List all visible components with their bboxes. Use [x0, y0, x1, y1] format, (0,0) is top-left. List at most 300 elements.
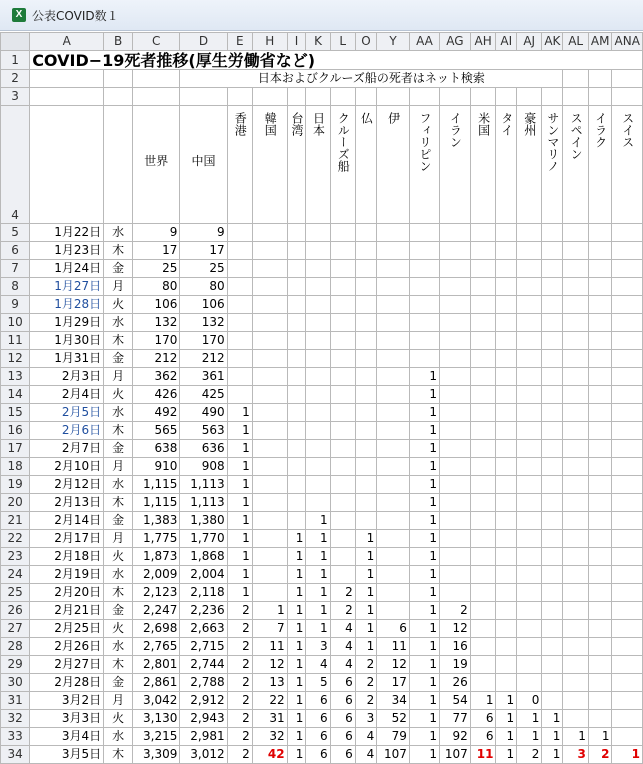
- value-cell[interactable]: 132: [180, 314, 227, 332]
- value-cell[interactable]: [542, 620, 563, 638]
- value-cell[interactable]: [287, 242, 306, 260]
- weekday-cell[interactable]: 月: [104, 530, 133, 548]
- value-cell[interactable]: [227, 386, 252, 404]
- cell[interactable]: [180, 88, 227, 106]
- cell[interactable]: [588, 70, 612, 88]
- date-cell[interactable]: 2月18日: [30, 548, 104, 566]
- value-cell[interactable]: [517, 638, 542, 656]
- date-cell[interactable]: 1月23日: [30, 242, 104, 260]
- value-cell[interactable]: [496, 674, 517, 692]
- value-cell[interactable]: 1: [542, 746, 563, 764]
- value-cell[interactable]: [330, 530, 355, 548]
- weekday-cell[interactable]: 火: [104, 710, 133, 728]
- value-cell[interactable]: [377, 224, 410, 242]
- column-header[interactable]: AG: [440, 33, 471, 51]
- value-cell[interactable]: 1: [306, 620, 330, 638]
- value-cell[interactable]: [563, 368, 588, 386]
- value-cell[interactable]: [588, 458, 612, 476]
- value-cell[interactable]: [409, 260, 439, 278]
- value-cell[interactable]: [470, 458, 496, 476]
- value-cell[interactable]: [330, 548, 355, 566]
- value-cell[interactable]: [227, 368, 252, 386]
- value-cell[interactable]: [588, 242, 612, 260]
- value-cell[interactable]: 2,236: [180, 602, 227, 620]
- value-cell[interactable]: [542, 638, 563, 656]
- date-cell[interactable]: 2月27日: [30, 656, 104, 674]
- value-cell[interactable]: [470, 674, 496, 692]
- value-cell[interactable]: [306, 314, 330, 332]
- value-cell[interactable]: [252, 260, 287, 278]
- value-cell[interactable]: [588, 422, 612, 440]
- value-cell[interactable]: 1: [496, 728, 517, 746]
- cell[interactable]: [440, 88, 471, 106]
- value-cell[interactable]: 1: [496, 692, 517, 710]
- value-cell[interactable]: [287, 296, 306, 314]
- value-cell[interactable]: [252, 332, 287, 350]
- value-cell[interactable]: 1,868: [180, 548, 227, 566]
- date-cell[interactable]: 2月10日: [30, 458, 104, 476]
- value-cell[interactable]: [542, 224, 563, 242]
- value-cell[interactable]: 6: [306, 728, 330, 746]
- value-cell[interactable]: [612, 512, 643, 530]
- value-cell[interactable]: 17: [180, 242, 227, 260]
- value-cell[interactable]: 7: [252, 620, 287, 638]
- value-cell[interactable]: [470, 404, 496, 422]
- value-cell[interactable]: [496, 530, 517, 548]
- value-cell[interactable]: [470, 386, 496, 404]
- value-cell[interactable]: 1: [306, 584, 330, 602]
- value-cell[interactable]: [542, 440, 563, 458]
- cell[interactable]: [287, 88, 306, 106]
- value-cell[interactable]: [355, 314, 377, 332]
- value-cell[interactable]: [287, 332, 306, 350]
- cell[interactable]: [104, 88, 133, 106]
- value-cell[interactable]: [517, 620, 542, 638]
- value-cell[interactable]: 2: [330, 602, 355, 620]
- value-cell[interactable]: 80: [180, 278, 227, 296]
- value-cell[interactable]: 1: [409, 512, 439, 530]
- value-cell[interactable]: 2: [588, 746, 612, 764]
- value-cell[interactable]: [588, 440, 612, 458]
- column-header[interactable]: C: [133, 33, 180, 51]
- value-cell[interactable]: 1,873: [133, 548, 180, 566]
- value-cell[interactable]: [612, 242, 643, 260]
- value-cell[interactable]: 6: [330, 674, 355, 692]
- value-cell[interactable]: [588, 494, 612, 512]
- value-cell[interactable]: [440, 368, 471, 386]
- value-cell[interactable]: 6: [330, 728, 355, 746]
- cell[interactable]: [377, 88, 410, 106]
- value-cell[interactable]: 4: [330, 656, 355, 674]
- value-cell[interactable]: 1: [355, 620, 377, 638]
- value-cell[interactable]: [355, 368, 377, 386]
- row-header[interactable]: 15: [1, 404, 30, 422]
- weekday-cell[interactable]: 火: [104, 620, 133, 638]
- row-header[interactable]: 12: [1, 350, 30, 368]
- header-cell[interactable]: [227, 106, 252, 224]
- value-cell[interactable]: 2,009: [133, 566, 180, 584]
- value-cell[interactable]: [588, 296, 612, 314]
- value-cell[interactable]: [306, 332, 330, 350]
- date-cell[interactable]: 2月7日: [30, 440, 104, 458]
- value-cell[interactable]: 1: [409, 692, 439, 710]
- value-cell[interactable]: [517, 458, 542, 476]
- value-cell[interactable]: [409, 350, 439, 368]
- value-cell[interactable]: [287, 368, 306, 386]
- value-cell[interactable]: [227, 296, 252, 314]
- value-cell[interactable]: 1: [287, 746, 306, 764]
- cell[interactable]: [612, 88, 643, 106]
- value-cell[interactable]: 1: [252, 602, 287, 620]
- cell[interactable]: [330, 88, 355, 106]
- value-cell[interactable]: [612, 224, 643, 242]
- value-cell[interactable]: [355, 494, 377, 512]
- weekday-cell[interactable]: 月: [104, 458, 133, 476]
- value-cell[interactable]: [377, 422, 410, 440]
- weekday-cell[interactable]: 木: [104, 332, 133, 350]
- header-cell[interactable]: [133, 106, 180, 224]
- value-cell[interactable]: 170: [180, 332, 227, 350]
- value-cell[interactable]: 4: [306, 656, 330, 674]
- value-cell[interactable]: [330, 278, 355, 296]
- value-cell[interactable]: [355, 242, 377, 260]
- value-cell[interactable]: 2: [227, 674, 252, 692]
- column-header[interactable]: E: [227, 33, 252, 51]
- value-cell[interactable]: [330, 512, 355, 530]
- value-cell[interactable]: [517, 242, 542, 260]
- value-cell[interactable]: 2,663: [180, 620, 227, 638]
- cell[interactable]: [306, 88, 330, 106]
- row-header[interactable]: 13: [1, 368, 30, 386]
- value-cell[interactable]: 1: [227, 458, 252, 476]
- column-header[interactable]: O: [355, 33, 377, 51]
- weekday-cell[interactable]: 木: [104, 656, 133, 674]
- value-cell[interactable]: 2: [227, 638, 252, 656]
- value-cell[interactable]: [542, 476, 563, 494]
- value-cell[interactable]: [377, 386, 410, 404]
- value-cell[interactable]: 77: [440, 710, 471, 728]
- value-cell[interactable]: [496, 548, 517, 566]
- value-cell[interactable]: 1: [287, 638, 306, 656]
- value-cell[interactable]: [612, 530, 643, 548]
- value-cell[interactable]: [542, 332, 563, 350]
- value-cell[interactable]: 3,042: [133, 692, 180, 710]
- value-cell[interactable]: [330, 242, 355, 260]
- value-cell[interactable]: [355, 476, 377, 494]
- select-all-corner[interactable]: [1, 33, 30, 51]
- value-cell[interactable]: [517, 674, 542, 692]
- value-cell[interactable]: [542, 386, 563, 404]
- value-cell[interactable]: [355, 386, 377, 404]
- value-cell[interactable]: [496, 620, 517, 638]
- row-header[interactable]: 10: [1, 314, 30, 332]
- value-cell[interactable]: [517, 422, 542, 440]
- value-cell[interactable]: [563, 440, 588, 458]
- date-cell[interactable]: 2月19日: [30, 566, 104, 584]
- weekday-cell[interactable]: 火: [104, 296, 133, 314]
- value-cell[interactable]: [496, 602, 517, 620]
- cell[interactable]: [496, 88, 517, 106]
- value-cell[interactable]: [563, 386, 588, 404]
- sheet-subtitle-cell[interactable]: 日本およびクルーズ船の死者はネット検索: [180, 70, 563, 88]
- value-cell[interactable]: [440, 548, 471, 566]
- value-cell[interactable]: [517, 296, 542, 314]
- column-header[interactable]: D: [180, 33, 227, 51]
- date-cell[interactable]: 2月21日: [30, 602, 104, 620]
- value-cell[interactable]: [440, 494, 471, 512]
- value-cell[interactable]: [542, 494, 563, 512]
- value-cell[interactable]: [440, 224, 471, 242]
- row-header[interactable]: 9: [1, 296, 30, 314]
- header-cell[interactable]: [588, 106, 612, 224]
- value-cell[interactable]: [563, 602, 588, 620]
- value-cell[interactable]: [355, 278, 377, 296]
- value-cell[interactable]: 1: [409, 566, 439, 584]
- value-cell[interactable]: [330, 476, 355, 494]
- value-cell[interactable]: 2,801: [133, 656, 180, 674]
- value-cell[interactable]: [440, 458, 471, 476]
- date-cell[interactable]: 2月5日: [30, 404, 104, 422]
- column-header[interactable]: A: [30, 33, 104, 51]
- value-cell[interactable]: [496, 656, 517, 674]
- value-cell[interactable]: 6: [306, 710, 330, 728]
- value-cell[interactable]: [377, 512, 410, 530]
- value-cell[interactable]: 2: [355, 692, 377, 710]
- column-header[interactable]: Y: [377, 33, 410, 51]
- cell[interactable]: [563, 70, 588, 88]
- column-header[interactable]: AH: [470, 33, 496, 51]
- value-cell[interactable]: [588, 512, 612, 530]
- value-cell[interactable]: [440, 314, 471, 332]
- value-cell[interactable]: 0: [517, 692, 542, 710]
- value-cell[interactable]: 1: [287, 530, 306, 548]
- value-cell[interactable]: [496, 458, 517, 476]
- weekday-cell[interactable]: 水: [104, 314, 133, 332]
- weekday-cell[interactable]: 金: [104, 260, 133, 278]
- value-cell[interactable]: [306, 350, 330, 368]
- value-cell[interactable]: [496, 584, 517, 602]
- value-cell[interactable]: 1,115: [133, 476, 180, 494]
- cell[interactable]: [30, 70, 104, 88]
- value-cell[interactable]: [588, 260, 612, 278]
- value-cell[interactable]: 1: [409, 368, 439, 386]
- value-cell[interactable]: [563, 476, 588, 494]
- value-cell[interactable]: 1: [517, 728, 542, 746]
- value-cell[interactable]: 1: [287, 710, 306, 728]
- value-cell[interactable]: [588, 332, 612, 350]
- weekday-cell[interactable]: 木: [104, 584, 133, 602]
- value-cell[interactable]: 54: [440, 692, 471, 710]
- value-cell[interactable]: 4: [330, 638, 355, 656]
- row-header[interactable]: 11: [1, 332, 30, 350]
- value-cell[interactable]: 490: [180, 404, 227, 422]
- value-cell[interactable]: [588, 530, 612, 548]
- value-cell[interactable]: [470, 476, 496, 494]
- value-cell[interactable]: [377, 494, 410, 512]
- row-header[interactable]: 7: [1, 260, 30, 278]
- value-cell[interactable]: 1: [496, 746, 517, 764]
- weekday-cell[interactable]: 水: [104, 476, 133, 494]
- value-cell[interactable]: [517, 404, 542, 422]
- value-cell[interactable]: [563, 584, 588, 602]
- value-cell[interactable]: [252, 458, 287, 476]
- row-header[interactable]: 1: [1, 51, 30, 70]
- value-cell[interactable]: 1: [227, 404, 252, 422]
- value-cell[interactable]: 11: [377, 638, 410, 656]
- value-cell[interactable]: [470, 440, 496, 458]
- value-cell[interactable]: [330, 440, 355, 458]
- value-cell[interactable]: [227, 224, 252, 242]
- value-cell[interactable]: [563, 674, 588, 692]
- value-cell[interactable]: [252, 584, 287, 602]
- value-cell[interactable]: 2: [227, 692, 252, 710]
- value-cell[interactable]: 17: [377, 674, 410, 692]
- value-cell[interactable]: [330, 458, 355, 476]
- value-cell[interactable]: 2: [355, 674, 377, 692]
- value-cell[interactable]: [496, 422, 517, 440]
- value-cell[interactable]: 107: [377, 746, 410, 764]
- value-cell[interactable]: [612, 692, 643, 710]
- cell[interactable]: [30, 88, 104, 106]
- value-cell[interactable]: [306, 422, 330, 440]
- value-cell[interactable]: [377, 314, 410, 332]
- value-cell[interactable]: 2: [227, 620, 252, 638]
- value-cell[interactable]: [588, 314, 612, 332]
- value-cell[interactable]: [588, 278, 612, 296]
- value-cell[interactable]: 2,744: [180, 656, 227, 674]
- date-cell[interactable]: 2月17日: [30, 530, 104, 548]
- weekday-cell[interactable]: 金: [104, 674, 133, 692]
- value-cell[interactable]: 1: [409, 602, 439, 620]
- weekday-cell[interactable]: 月: [104, 368, 133, 386]
- value-cell[interactable]: [612, 260, 643, 278]
- value-cell[interactable]: [517, 512, 542, 530]
- value-cell[interactable]: [306, 278, 330, 296]
- value-cell[interactable]: [517, 350, 542, 368]
- value-cell[interactable]: 132: [133, 314, 180, 332]
- value-cell[interactable]: [440, 242, 471, 260]
- weekday-cell[interactable]: 月: [104, 278, 133, 296]
- value-cell[interactable]: 4: [355, 746, 377, 764]
- value-cell[interactable]: [542, 656, 563, 674]
- value-cell[interactable]: [377, 476, 410, 494]
- date-cell[interactable]: 3月3日: [30, 710, 104, 728]
- value-cell[interactable]: [252, 404, 287, 422]
- value-cell[interactable]: 1: [409, 548, 439, 566]
- value-cell[interactable]: [517, 656, 542, 674]
- value-cell[interactable]: [287, 476, 306, 494]
- row-header[interactable]: 19: [1, 476, 30, 494]
- value-cell[interactable]: 3: [306, 638, 330, 656]
- date-cell[interactable]: 1月29日: [30, 314, 104, 332]
- value-cell[interactable]: [496, 494, 517, 512]
- value-cell[interactable]: 1: [287, 584, 306, 602]
- value-cell[interactable]: 1: [227, 494, 252, 512]
- value-cell[interactable]: 1: [409, 710, 439, 728]
- value-cell[interactable]: [563, 278, 588, 296]
- value-cell[interactable]: 106: [133, 296, 180, 314]
- header-cell[interactable]: [306, 106, 330, 224]
- value-cell[interactable]: [355, 512, 377, 530]
- value-cell[interactable]: 2,981: [180, 728, 227, 746]
- value-cell[interactable]: [496, 512, 517, 530]
- value-cell[interactable]: 2: [227, 710, 252, 728]
- value-cell[interactable]: 1: [409, 530, 439, 548]
- value-cell[interactable]: 3: [563, 746, 588, 764]
- value-cell[interactable]: [330, 368, 355, 386]
- value-cell[interactable]: [409, 224, 439, 242]
- row-header[interactable]: 4: [1, 106, 30, 224]
- value-cell[interactable]: [409, 296, 439, 314]
- value-cell[interactable]: [612, 494, 643, 512]
- value-cell[interactable]: [496, 242, 517, 260]
- value-cell[interactable]: [330, 332, 355, 350]
- value-cell[interactable]: [542, 296, 563, 314]
- date-cell[interactable]: 2月13日: [30, 494, 104, 512]
- row-header[interactable]: 26: [1, 602, 30, 620]
- value-cell[interactable]: [440, 476, 471, 494]
- value-cell[interactable]: [563, 332, 588, 350]
- value-cell[interactable]: 1: [409, 728, 439, 746]
- value-cell[interactable]: 6: [306, 692, 330, 710]
- value-cell[interactable]: [287, 386, 306, 404]
- value-cell[interactable]: 1: [409, 404, 439, 422]
- weekday-cell[interactable]: 月: [104, 692, 133, 710]
- value-cell[interactable]: 6: [470, 710, 496, 728]
- value-cell[interactable]: 34: [377, 692, 410, 710]
- value-cell[interactable]: 2,788: [180, 674, 227, 692]
- weekday-cell[interactable]: 水: [104, 404, 133, 422]
- value-cell[interactable]: [377, 584, 410, 602]
- value-cell[interactable]: [563, 638, 588, 656]
- value-cell[interactable]: [563, 314, 588, 332]
- value-cell[interactable]: [563, 512, 588, 530]
- value-cell[interactable]: 361: [180, 368, 227, 386]
- value-cell[interactable]: 26: [440, 674, 471, 692]
- row-header[interactable]: 25: [1, 584, 30, 602]
- date-cell[interactable]: 1月27日: [30, 278, 104, 296]
- value-cell[interactable]: [496, 224, 517, 242]
- value-cell[interactable]: [355, 440, 377, 458]
- value-cell[interactable]: [496, 296, 517, 314]
- value-cell[interactable]: [612, 728, 643, 746]
- value-cell[interactable]: 17: [133, 242, 180, 260]
- value-cell[interactable]: [496, 386, 517, 404]
- value-cell[interactable]: [542, 404, 563, 422]
- value-cell[interactable]: [409, 332, 439, 350]
- value-cell[interactable]: [252, 350, 287, 368]
- header-cell[interactable]: [180, 106, 227, 224]
- value-cell[interactable]: [612, 350, 643, 368]
- value-cell[interactable]: [517, 584, 542, 602]
- value-cell[interactable]: [563, 404, 588, 422]
- value-cell[interactable]: [542, 548, 563, 566]
- value-cell[interactable]: [563, 692, 588, 710]
- value-cell[interactable]: 1: [588, 728, 612, 746]
- value-cell[interactable]: 6: [306, 746, 330, 764]
- value-cell[interactable]: [355, 260, 377, 278]
- value-cell[interactable]: [377, 350, 410, 368]
- value-cell[interactable]: [612, 656, 643, 674]
- value-cell[interactable]: [588, 674, 612, 692]
- value-cell[interactable]: [440, 260, 471, 278]
- value-cell[interactable]: 1: [227, 530, 252, 548]
- value-cell[interactable]: [287, 350, 306, 368]
- value-cell[interactable]: [330, 224, 355, 242]
- value-cell[interactable]: [612, 404, 643, 422]
- value-cell[interactable]: 1: [409, 422, 439, 440]
- value-cell[interactable]: [377, 260, 410, 278]
